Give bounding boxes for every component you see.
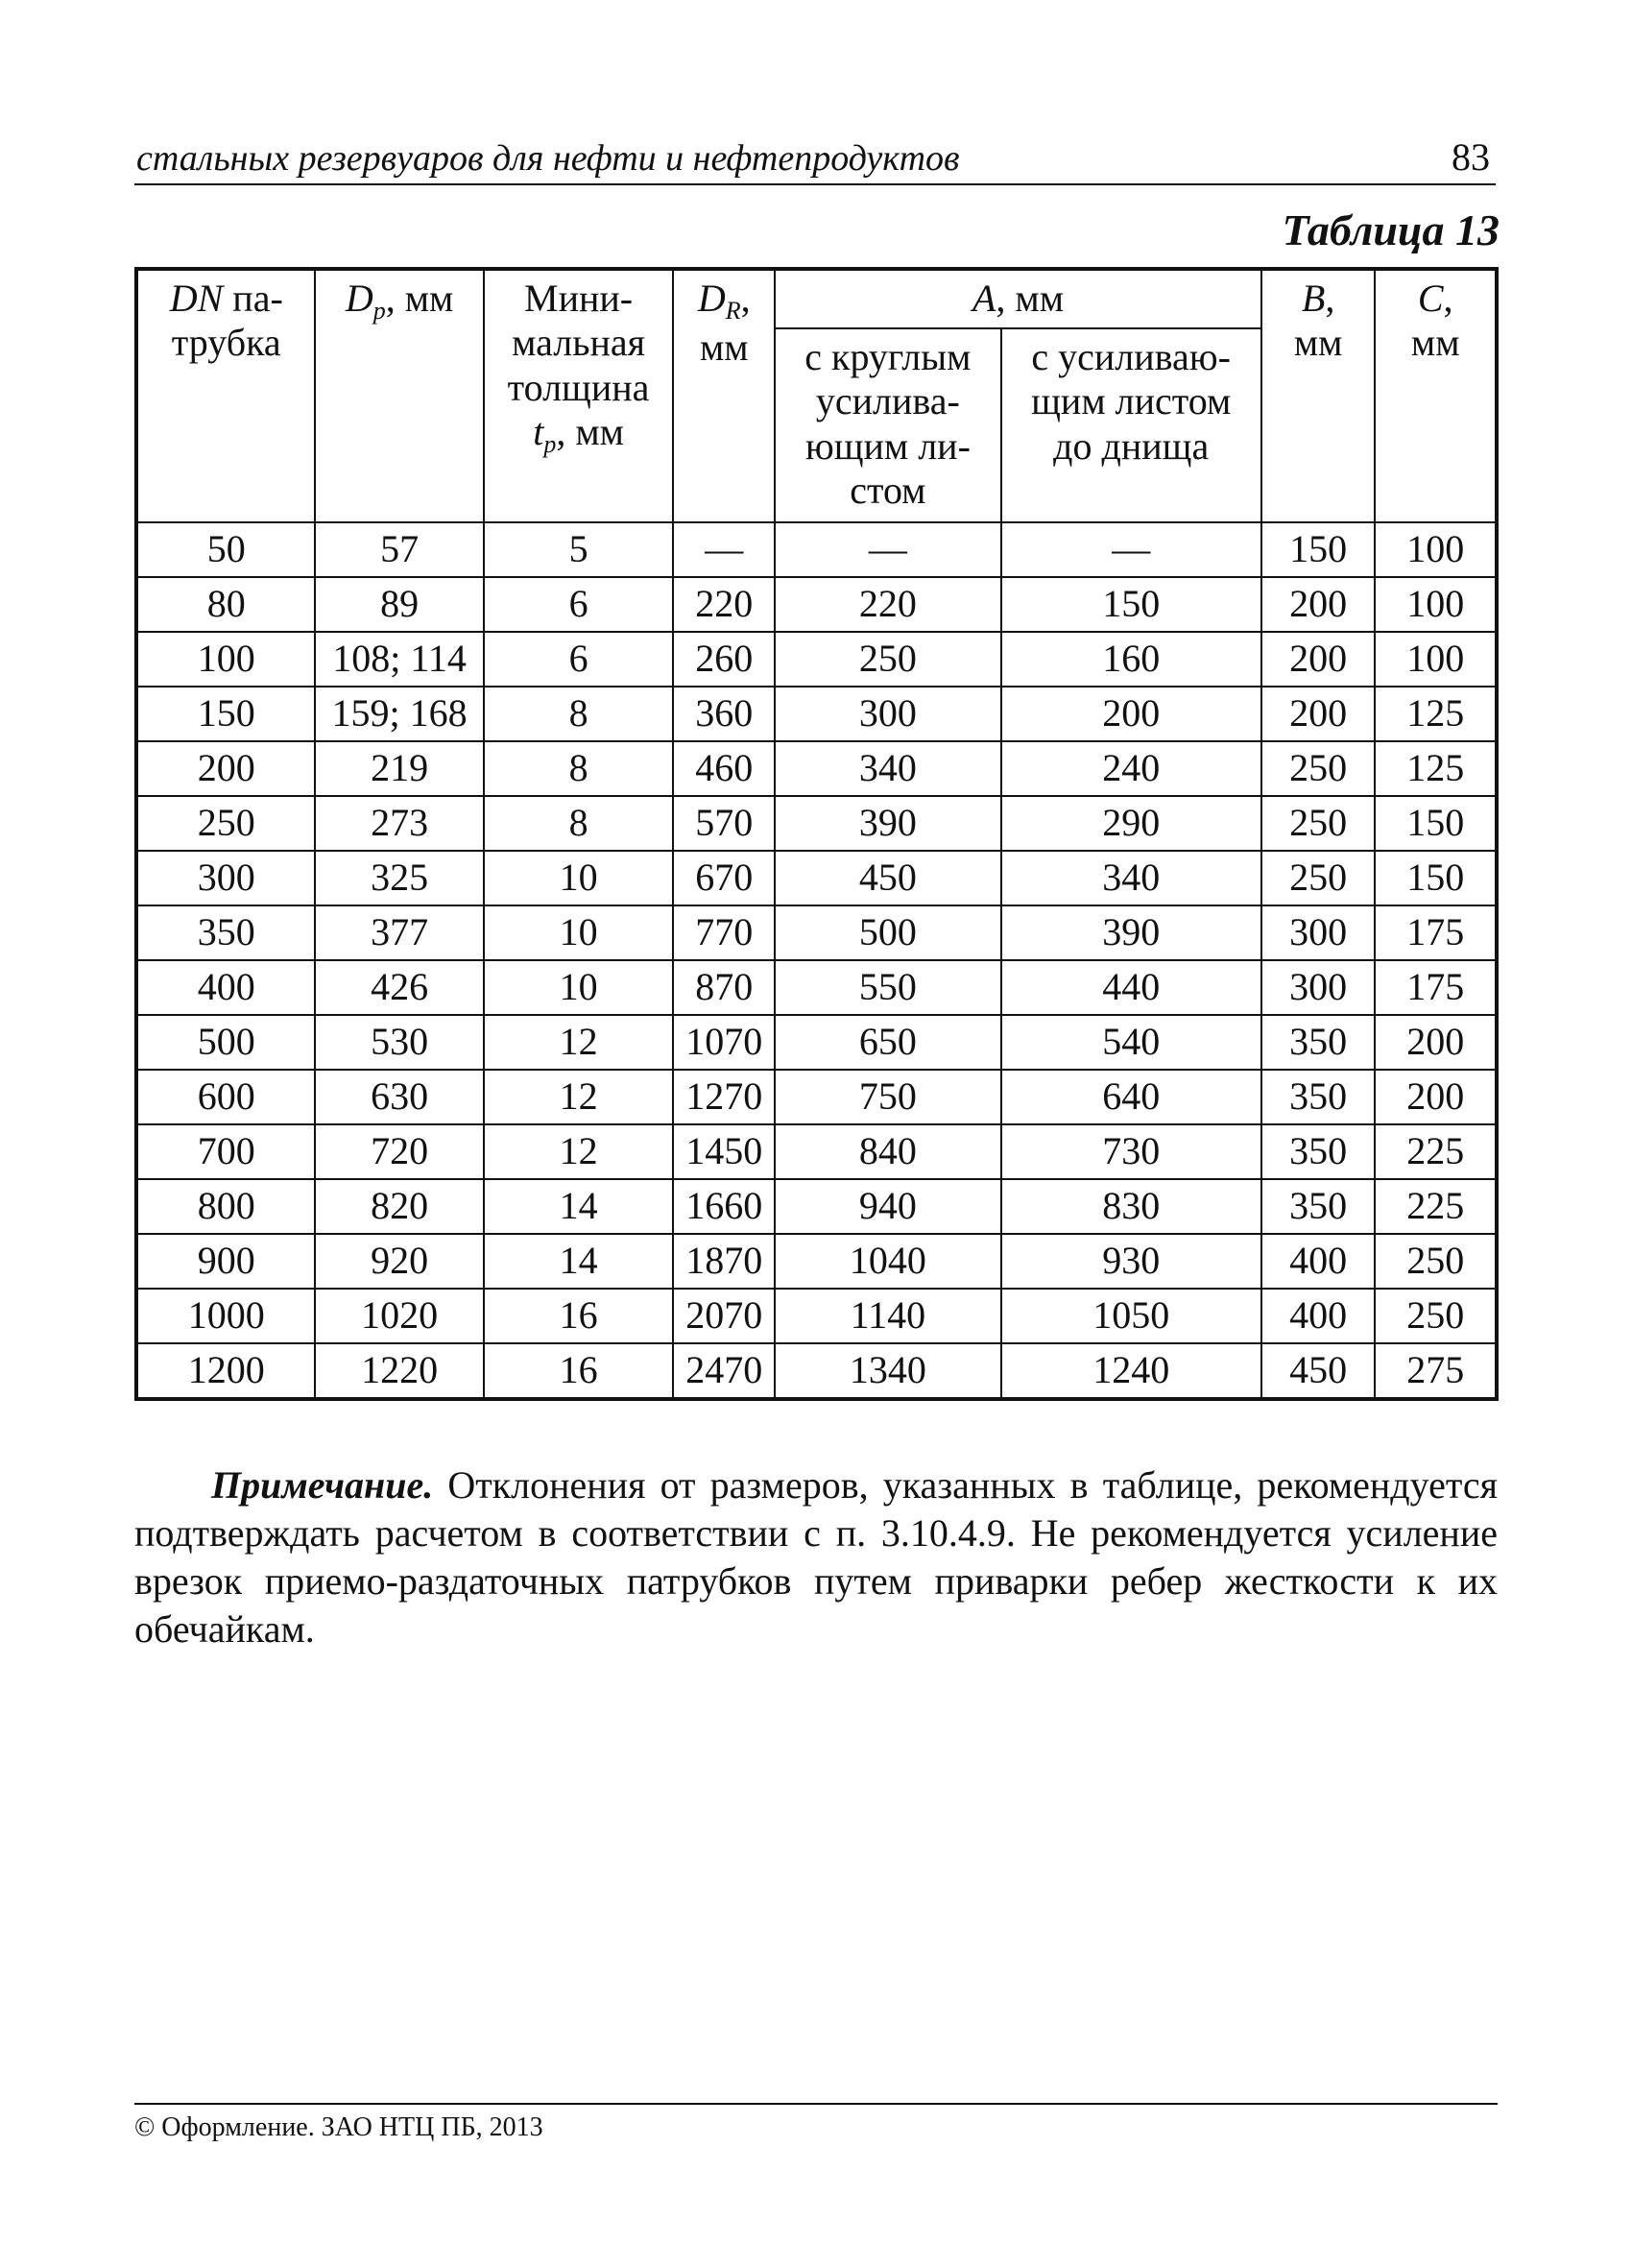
cell-a-round: 340 bbox=[775, 741, 1000, 796]
cell-min-thickness: 8 bbox=[484, 687, 674, 741]
cell-a-round: 300 bbox=[775, 687, 1000, 741]
table-row bbox=[136, 632, 1497, 687]
header-a-round: с круглым усилива- ющим ли- стом bbox=[775, 328, 1000, 522]
cell-min-thickness: 6 bbox=[484, 632, 674, 687]
cell-c: 150 bbox=[1375, 796, 1497, 851]
cell-dn: 900 bbox=[136, 1234, 315, 1289]
cell-a-plate: 440 bbox=[1001, 960, 1261, 1015]
table-row bbox=[136, 1015, 1497, 1070]
cell-min-thickness: 16 bbox=[484, 1289, 674, 1343]
cell-a-plate: 830 bbox=[1001, 1179, 1261, 1234]
running-header bbox=[134, 130, 1496, 185]
cell-min-thickness: 10 bbox=[484, 960, 674, 1015]
cell-a-plate: 730 bbox=[1001, 1124, 1261, 1179]
cell-dp: 159; 168 bbox=[315, 687, 483, 741]
table-caption: Таблица 13 bbox=[1282, 205, 1500, 254]
table-row bbox=[136, 1124, 1497, 1179]
note-text: Отклонения от размеров, указанных в таблице, рекомендуется подтверждать расчетом в соответствии с п. 3.10.4.9. Не рекомендуется усиление врезок приемо-раздаточных патрубков путем приварки ребер жесткости к их обечайкам. bbox=[134, 1463, 1498, 1651]
cell-dp: 108; 114 bbox=[315, 632, 483, 687]
cell-dp: 325 bbox=[315, 851, 483, 905]
cell-dr: 770 bbox=[673, 905, 775, 960]
table-row bbox=[136, 1234, 1497, 1289]
cell-dn: 150 bbox=[136, 687, 315, 741]
cell-b: 250 bbox=[1261, 741, 1376, 796]
cell-c: 100 bbox=[1375, 632, 1497, 687]
cell-a-plate: 1050 bbox=[1001, 1289, 1261, 1343]
cell-dn: 300 bbox=[136, 851, 315, 905]
cell-dn: 1200 bbox=[136, 1343, 315, 1399]
table-row bbox=[136, 1070, 1497, 1124]
cell-min-thickness: 14 bbox=[484, 1234, 674, 1289]
cell-a-round: 250 bbox=[775, 632, 1000, 687]
cell-dr: 220 bbox=[673, 577, 775, 632]
cell-dn: 600 bbox=[136, 1070, 315, 1124]
cell-dp: 1020 bbox=[315, 1289, 483, 1343]
page-number: 83 bbox=[1452, 135, 1490, 179]
cell-b: 250 bbox=[1261, 796, 1376, 851]
cell-a-plate: 390 bbox=[1001, 905, 1261, 960]
table-row bbox=[136, 577, 1497, 632]
cell-min-thickness: 12 bbox=[484, 1124, 674, 1179]
table-row bbox=[136, 522, 1497, 577]
cell-dn: 100 bbox=[136, 632, 315, 687]
cell-dp: 1220 bbox=[315, 1343, 483, 1399]
cell-a-plate: 640 bbox=[1001, 1070, 1261, 1124]
cell-c: 175 bbox=[1375, 960, 1497, 1015]
running-header-title: стальных резервуаров для нефти и нефтепродуктов bbox=[136, 138, 960, 179]
cell-dp: 920 bbox=[315, 1234, 483, 1289]
table-row bbox=[136, 1179, 1497, 1234]
cell-c: 250 bbox=[1375, 1289, 1497, 1343]
cell-dr: 2470 bbox=[673, 1343, 775, 1399]
cell-dn: 350 bbox=[136, 905, 315, 960]
header-min-thickness: Мини- мальная толщина $t_p$, мм bbox=[484, 269, 674, 522]
cell-c: 250 bbox=[1375, 1234, 1497, 1289]
cell-min-thickness: 10 bbox=[484, 905, 674, 960]
cell-b: 350 bbox=[1261, 1124, 1376, 1179]
cell-dr: 2070 bbox=[673, 1289, 775, 1343]
cell-min-thickness: 6 bbox=[484, 577, 674, 632]
cell-dr: 570 bbox=[673, 796, 775, 851]
cell-a-round: 1140 bbox=[775, 1289, 1000, 1343]
cell-c: 275 bbox=[1375, 1343, 1497, 1399]
table-header-row bbox=[136, 269, 1497, 328]
header-a-plate: с усиливаю- щим листом до днища bbox=[1001, 328, 1261, 522]
cell-b: 300 bbox=[1261, 905, 1376, 960]
cell-dr: 1070 bbox=[673, 1015, 775, 1070]
cell-min-thickness: 12 bbox=[484, 1070, 674, 1124]
header-dp: $D_p$, мм bbox=[315, 269, 483, 522]
cell-dn: 700 bbox=[136, 1124, 315, 1179]
cell-min-thickness: 16 bbox=[484, 1343, 674, 1399]
cell-dn: 80 bbox=[136, 577, 315, 632]
cell-b: 200 bbox=[1261, 577, 1376, 632]
cell-a-plate: — bbox=[1001, 522, 1261, 577]
cell-dr: — bbox=[673, 522, 775, 577]
cell-a-round: 500 bbox=[775, 905, 1000, 960]
cell-min-thickness: 10 bbox=[484, 851, 674, 905]
table-row bbox=[136, 796, 1497, 851]
header-dn: DN па- трубка bbox=[136, 269, 315, 522]
cell-dr: 1270 bbox=[673, 1070, 775, 1124]
header-b: B, мм bbox=[1261, 269, 1376, 522]
cell-a-plate: 540 bbox=[1001, 1015, 1261, 1070]
cell-c: 100 bbox=[1375, 522, 1497, 577]
cell-b: 450 bbox=[1261, 1343, 1376, 1399]
cell-dp: 426 bbox=[315, 960, 483, 1015]
cell-dp: 219 bbox=[315, 741, 483, 796]
cell-dn: 1000 bbox=[136, 1289, 315, 1343]
cell-dn: 250 bbox=[136, 796, 315, 851]
cell-dp: 530 bbox=[315, 1015, 483, 1070]
cell-c: 200 bbox=[1375, 1015, 1497, 1070]
header-c: C, мм bbox=[1375, 269, 1497, 522]
cell-dr: 360 bbox=[673, 687, 775, 741]
cell-dr: 260 bbox=[673, 632, 775, 687]
table-note bbox=[134, 1461, 1498, 1653]
cell-c: 125 bbox=[1375, 687, 1497, 741]
cell-c: 200 bbox=[1375, 1070, 1497, 1124]
cell-a-round: 1040 bbox=[775, 1234, 1000, 1289]
cell-a-plate: 160 bbox=[1001, 632, 1261, 687]
cell-c: 100 bbox=[1375, 577, 1497, 632]
cell-dn: 50 bbox=[136, 522, 315, 577]
footer-copyright: © Оформление. ЗАО НТЦ ПБ, 2013 bbox=[134, 2112, 543, 2142]
cell-c: 175 bbox=[1375, 905, 1497, 960]
table-body bbox=[136, 522, 1497, 1399]
cell-b: 250 bbox=[1261, 851, 1376, 905]
cell-min-thickness: 8 bbox=[484, 796, 674, 851]
table-row bbox=[136, 741, 1497, 796]
cell-a-plate: 290 bbox=[1001, 796, 1261, 851]
table-row bbox=[136, 851, 1497, 905]
cell-b: 400 bbox=[1261, 1289, 1376, 1343]
cell-dn: 500 bbox=[136, 1015, 315, 1070]
header-a: A, мм bbox=[775, 269, 1261, 328]
cell-min-thickness: 14 bbox=[484, 1179, 674, 1234]
cell-c: 225 bbox=[1375, 1124, 1497, 1179]
cell-c: 150 bbox=[1375, 851, 1497, 905]
cell-dp: 273 bbox=[315, 796, 483, 851]
cell-dr: 1450 bbox=[673, 1124, 775, 1179]
note-label: Примечание. bbox=[211, 1463, 434, 1507]
cell-b: 200 bbox=[1261, 687, 1376, 741]
cell-a-round: 940 bbox=[775, 1179, 1000, 1234]
cell-dr: 870 bbox=[673, 960, 775, 1015]
cell-b: 150 bbox=[1261, 522, 1376, 577]
cell-a-round: 390 bbox=[775, 796, 1000, 851]
cell-dr: 670 bbox=[673, 851, 775, 905]
cell-dp: 57 bbox=[315, 522, 483, 577]
cell-dp: 630 bbox=[315, 1070, 483, 1124]
table-row bbox=[136, 1289, 1497, 1343]
cell-min-thickness: 5 bbox=[484, 522, 674, 577]
cell-dp: 720 bbox=[315, 1124, 483, 1179]
cell-a-round: 1340 bbox=[775, 1343, 1000, 1399]
cell-dn: 200 bbox=[136, 741, 315, 796]
cell-a-plate: 150 bbox=[1001, 577, 1261, 632]
cell-min-thickness: 8 bbox=[484, 741, 674, 796]
table-row bbox=[136, 905, 1497, 960]
cell-dp: 377 bbox=[315, 905, 483, 960]
cell-min-thickness: 12 bbox=[484, 1015, 674, 1070]
cell-b: 350 bbox=[1261, 1179, 1376, 1234]
cell-c: 225 bbox=[1375, 1179, 1497, 1234]
cell-dr: 1660 bbox=[673, 1179, 775, 1234]
cell-dp: 89 bbox=[315, 577, 483, 632]
cell-a-plate: 1240 bbox=[1001, 1343, 1261, 1399]
cell-b: 200 bbox=[1261, 632, 1376, 687]
cell-a-round: 450 bbox=[775, 851, 1000, 905]
cell-b: 300 bbox=[1261, 960, 1376, 1015]
cell-a-plate: 340 bbox=[1001, 851, 1261, 905]
cell-a-plate: 240 bbox=[1001, 741, 1261, 796]
footer-rule bbox=[134, 2103, 1498, 2105]
cell-c: 125 bbox=[1375, 741, 1497, 796]
cell-a-round: 750 bbox=[775, 1070, 1000, 1124]
table-row bbox=[136, 1343, 1497, 1399]
table-row bbox=[136, 687, 1497, 741]
cell-dn: 800 bbox=[136, 1179, 315, 1234]
cell-a-plate: 200 bbox=[1001, 687, 1261, 741]
header-dr: $D_R$, мм bbox=[673, 269, 775, 522]
dimensions-table bbox=[134, 267, 1499, 1401]
table-row bbox=[136, 960, 1497, 1015]
cell-a-round: — bbox=[775, 522, 1000, 577]
cell-dp: 820 bbox=[315, 1179, 483, 1234]
cell-a-plate: 930 bbox=[1001, 1234, 1261, 1289]
cell-dr: 460 bbox=[673, 741, 775, 796]
cell-dn: 400 bbox=[136, 960, 315, 1015]
cell-dr: 1870 bbox=[673, 1234, 775, 1289]
cell-a-round: 650 bbox=[775, 1015, 1000, 1070]
cell-b: 350 bbox=[1261, 1015, 1376, 1070]
cell-b: 350 bbox=[1261, 1070, 1376, 1124]
cell-a-round: 840 bbox=[775, 1124, 1000, 1179]
cell-a-round: 550 bbox=[775, 960, 1000, 1015]
cell-b: 400 bbox=[1261, 1234, 1376, 1289]
cell-a-round: 220 bbox=[775, 577, 1000, 632]
